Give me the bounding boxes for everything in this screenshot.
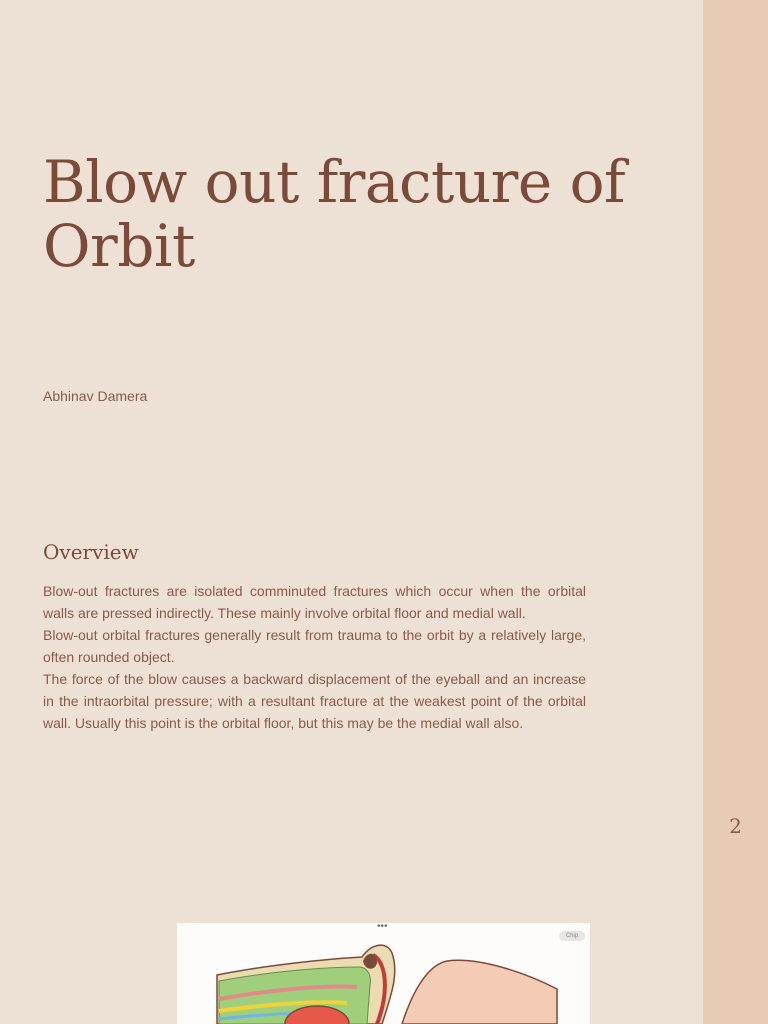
- orbit-cross-section-drawing: [177, 923, 590, 1024]
- figure-chip-label: Chip: [559, 931, 585, 941]
- section-heading: Overview: [43, 540, 139, 564]
- overview-text: [43, 580, 586, 734]
- orbit-anatomy-illustration: [177, 923, 590, 1024]
- right-sidebar-band: [703, 0, 768, 1024]
- paragraph: Blow-out orbital fractures generally result from trauma to the orbit by a relatively large, often rounded object.: [43, 627, 586, 665]
- page-number: 2: [729, 814, 742, 838]
- paragraph: Blow-out fractures are isolated comminuted fractures which occur when the orbital walls are pressed indirectly. These mainly involve orbital floor and medial wall.: [43, 583, 586, 621]
- author-name: Abhinav Damera: [43, 388, 148, 404]
- menu-dots-icon: •••: [377, 923, 388, 932]
- page-title: Blow out fracture of Orbit: [43, 148, 625, 280]
- paragraph: The force of the blow causes a backward displacement of the eyeball and an increase in the intraorbital pressure; with a resultant fracture at the weakest point of the orbital wall. Usually this point is the orbital floor, but this may be the medial wall also.: [43, 671, 586, 731]
